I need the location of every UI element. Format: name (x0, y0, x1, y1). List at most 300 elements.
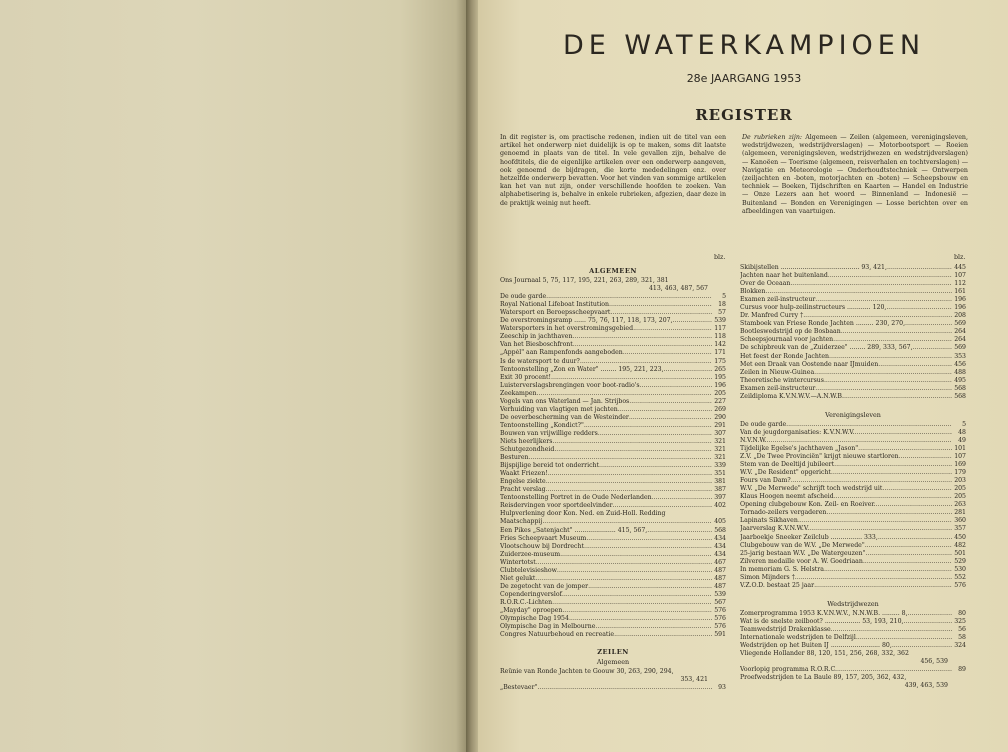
entry-title: Reisdervingen voor sportdeelvinder (500, 502, 613, 510)
leader-dots (824, 566, 952, 574)
entry-page-numbers: 57 (718, 309, 726, 317)
index-entry (500, 358, 726, 366)
leader-dots (542, 518, 712, 526)
index-entry (500, 535, 726, 543)
entry-title: Zeeschip in jachthaven (500, 333, 573, 341)
entry-page-numbers: 467 (714, 558, 726, 566)
entry-title: Olympische Dag 1954 (500, 615, 569, 623)
leader-dots (546, 486, 712, 494)
index-entry (500, 684, 726, 692)
entry-page-numbers: 5 (962, 420, 966, 428)
entry-page-numbers: 196 (954, 304, 966, 312)
entry-title: Waakt Friezen! (500, 470, 548, 478)
entry-page-numbers: 539 (714, 317, 726, 325)
leader-dots (535, 575, 712, 583)
entry-title: Fries Scheepvaart Museum (500, 534, 587, 542)
leader-dots (831, 469, 952, 477)
leader-dots (856, 634, 952, 642)
entry-page-numbers: 576 (714, 615, 726, 623)
entry-title: Wat is de snelste zeilboot? .................. 53, 193, 210, (740, 617, 904, 625)
index-entry (740, 272, 966, 280)
entry-title: Congres Natuurbehoud en recreatie (500, 631, 615, 639)
index-entry (740, 626, 966, 634)
entry-title: Van het Biesboschfront (500, 341, 573, 349)
index-entry (740, 437, 966, 445)
entry-title: „Mayday" oproepen (500, 606, 563, 614)
index-entry (500, 567, 726, 575)
leader-dots (795, 574, 952, 582)
leader-dots (786, 421, 952, 429)
index-entry (740, 288, 966, 296)
leader-dots (618, 406, 712, 414)
index-entry (740, 320, 966, 328)
entry-title: Olympische Dag in Melbourne (500, 623, 596, 631)
index-entry (740, 280, 966, 288)
index-entry (740, 453, 966, 461)
entry-page-numbers: 107 (954, 272, 966, 280)
leader-dots (904, 618, 952, 626)
entry-page-numbers: 445 (954, 264, 966, 271)
leader-dots (569, 615, 712, 623)
index-entry (740, 429, 966, 437)
index-entry (500, 317, 726, 325)
entry-page-numbers: 205 (954, 493, 966, 501)
entry-title: De schipbreuk van de „Zuiderzee" ........ 289, 333, 567, (740, 344, 913, 352)
index-entry (500, 430, 726, 438)
leader-dots (876, 501, 952, 509)
index-entry (740, 558, 966, 566)
entry-page-numbers: 195 (714, 373, 726, 381)
index-entry (740, 445, 966, 453)
leader-dots (623, 349, 712, 357)
entry-page-numbers: 591 (714, 631, 726, 639)
entry-title: W.V. „De Merwede" schrijft toch wedstrijd uit (740, 485, 883, 493)
index-entry (500, 446, 726, 454)
index-entry (500, 382, 726, 390)
entry-page-numbers: 501 (954, 549, 966, 557)
index-entry (500, 470, 726, 478)
entry-title: Exit 30 procent! (500, 373, 552, 381)
leader-dots (803, 312, 952, 320)
entry-title: Watersport en Beroepsscheepvaart (500, 309, 611, 317)
entry-title: De oeverbescherming van de Westeinder (500, 413, 629, 421)
right-index-column (740, 264, 966, 690)
entry-page-numbers: 530 (954, 565, 966, 573)
leader-dots (640, 382, 712, 390)
leader-dots (537, 390, 712, 398)
leader-dots (580, 358, 712, 366)
entry-title: Teamwedstrijd Drakenklasse (740, 625, 831, 633)
entry-title: Besturen (500, 454, 529, 462)
leader-dots (610, 309, 712, 317)
index-entry (740, 353, 966, 361)
index-entry (500, 366, 726, 374)
leader-dots (586, 535, 712, 543)
index-entry (500, 510, 726, 518)
entry-page-numbers: 434 (714, 550, 726, 558)
entry-title: Jachten naar het buitenland (740, 272, 828, 280)
entry-title: Vogels van ons Waterland — Jan. Strijbos (500, 397, 630, 405)
leader-dots (537, 684, 712, 692)
entry-page-numbers: 488 (954, 368, 966, 376)
index-entry (740, 509, 966, 517)
leader-dots (908, 610, 952, 618)
leader-dots (878, 534, 952, 542)
entry-title: Internationale wedstrijden te Delfzijl (740, 634, 856, 642)
index-entry (740, 344, 966, 352)
index-entry (740, 618, 966, 626)
index-entry (500, 575, 726, 583)
entry-title: Klaus Hoogen neemt afscheid (740, 493, 834, 501)
entry-title: Jaarboekje Sneeker Zeilclub ................ 333, (740, 533, 878, 541)
leader-dots (855, 429, 952, 437)
index-entry (740, 328, 966, 336)
entry-page-numbers: 93 (718, 684, 726, 692)
leader-dots (790, 280, 952, 288)
index-entry (740, 393, 966, 401)
entry-title: Watersporters in het overstromingsgebied (500, 325, 634, 333)
leader-dots (562, 591, 712, 599)
entry-title: V.Z.O.D. bestaat 25 jaar (740, 581, 815, 589)
entry-page-numbers: 381 (714, 478, 726, 486)
leader-dots (892, 642, 952, 650)
index-entry (500, 333, 726, 341)
page-label-right: blz. (954, 254, 966, 261)
leader-dots (595, 623, 712, 631)
entry-page-numbers (906, 674, 920, 682)
entry-page-numbers: 227 (714, 397, 726, 405)
index-entry (740, 264, 966, 272)
index-entry (500, 325, 726, 333)
index-entry (500, 422, 726, 430)
entry-title: In memoriam G. S. Helstra (740, 565, 824, 573)
entry-title: Stem van de Deeltijd jubileert (740, 461, 835, 469)
entry-page-numbers: 263 (954, 501, 966, 509)
entry-page-numbers: 357 (954, 525, 966, 533)
leader-dots (629, 398, 712, 406)
entry-page-numbers: 175 (714, 357, 726, 365)
entry-page-numbers: 487 (714, 582, 726, 590)
index-entry (500, 518, 726, 526)
index-entry (500, 502, 726, 510)
page-label-left: blz. (714, 254, 726, 261)
entry-title: Hulpverlening door Kon. Ned. en Zuid-Holl. Redding (500, 510, 666, 518)
entry-title: De oude garde (740, 420, 787, 428)
entry-title: Luisterverslagsbrengingen voor boot-radio's (500, 381, 640, 389)
entry-title: De oude garde (500, 293, 547, 301)
index-entry (740, 485, 966, 493)
left-blank-page (0, 0, 470, 752)
entry-title: De overstromingsramp ...... 75, 76, 117, 118, 173, 207, (500, 317, 673, 325)
entry-title: Een Pikes „Satenjacht" ..................... 415, 567, (500, 526, 648, 534)
entry-list (500, 668, 726, 692)
index-entry (500, 527, 726, 535)
index-entry (500, 543, 726, 551)
entry-page-numbers: 321 (714, 454, 726, 462)
subsection-heading: Verenigingsleven (825, 410, 881, 419)
entry-title: Blokken (740, 288, 766, 296)
entry-title: Tentoonstelling „Zon en Water" ........ 195, 221, 223, (500, 365, 664, 373)
index-entry (500, 486, 726, 494)
index-entry (500, 668, 726, 676)
entry-continuation: 439, 463, 539 (904, 682, 948, 690)
index-entry (500, 414, 726, 422)
leader-dots (548, 470, 712, 478)
leader-dots (573, 341, 712, 349)
entry-page-numbers (665, 510, 679, 518)
entry-page-numbers: 360 (954, 517, 966, 525)
entry-title: Tijdelijke Egelse's jachthaven „Jason" (740, 444, 859, 452)
leader-dots (815, 385, 952, 393)
index-entry (740, 493, 966, 501)
section-heading: ALGEMEEN (589, 267, 637, 275)
entry-title: Fours van Dam? (740, 477, 791, 485)
entry-page-numbers: 569 (954, 344, 966, 352)
entry-title: Bijspijlige bereid tot onderricht (500, 462, 600, 470)
entry-title: „Appèl" aan Rampenfonds aangeboden (500, 349, 623, 357)
entry-continuation: 353, 421 (680, 676, 708, 684)
index-entry (740, 517, 966, 525)
entry-title: Reünie van Ronde Jachten te Goouw 30, 263, 290, 294, (500, 668, 674, 676)
leader-dots (809, 525, 952, 533)
entry-continuation: 413, 463, 487, 567 (648, 285, 708, 293)
entry-title: Tornado-zeilers vergaderen (740, 509, 827, 517)
entry-title: Niets heerlijkers (500, 437, 553, 445)
leader-dots (584, 543, 712, 551)
leader-dots (598, 430, 712, 438)
entry-title: Zeildiploma K.V.N.W.V.—A.N.W.B. (740, 392, 844, 400)
entry-page-numbers: 49 (958, 436, 966, 444)
index-entry (500, 301, 726, 309)
leader-dots (831, 626, 952, 634)
leader-dots (844, 393, 952, 401)
entry-page-numbers: 405 (714, 518, 726, 526)
index-entry (740, 385, 966, 393)
leader-dots (899, 453, 952, 461)
index-entry (500, 591, 726, 599)
leader-dots (652, 494, 712, 502)
entry-title: „Bestevaer" (500, 684, 538, 692)
entry-title: Vliegende Hollander 88, 120, 151, 256, 268, 332, 362 (740, 650, 909, 658)
leader-dots (765, 288, 952, 296)
entry-page-numbers: 568 (954, 384, 966, 392)
entry-title: Engelse ziekte (500, 478, 546, 486)
leader-dots (814, 582, 952, 590)
index-entry (740, 550, 966, 558)
intro-right-lead: De rubrieken zijn: (742, 134, 803, 141)
entry-title: Bootleswedstrijd op de Bosbaan (740, 328, 841, 336)
entry-title: R.O.R.C.-Lichten (500, 598, 553, 606)
leader-dots (863, 558, 952, 566)
entry-title: Tentoonstelling „Kondict?" (500, 421, 584, 429)
index-entry (740, 582, 966, 590)
index-entry (500, 478, 726, 486)
section-heading: ZEILEN (597, 648, 629, 657)
leader-dots (767, 437, 952, 445)
entry-page-numbers: 161 (954, 288, 966, 296)
leader-dots (613, 502, 712, 510)
index-entry (500, 631, 726, 639)
entry-page-numbers: 112 (954, 280, 966, 288)
entry-title: Het feest der Ronde Jachten (740, 352, 830, 360)
leader-dots (815, 296, 952, 304)
entry-page-numbers: 482 (954, 541, 966, 549)
entry-page-numbers: 142 (714, 341, 726, 349)
entry-title: Z.V. „De Twee Provinciën" krijgt nieuwe startloren (740, 453, 899, 461)
leader-dots (913, 344, 952, 352)
entry-continuation: 456, 539 (920, 658, 948, 666)
leader-dots (647, 527, 712, 535)
leader-dots (562, 607, 712, 615)
entry-title: Opening clubgebouw Kon. Zeil- en Roeiver. (740, 501, 876, 509)
entry-page-numbers: 456 (954, 360, 966, 368)
entry-page-numbers: 208 (954, 312, 966, 320)
index-entry (500, 462, 726, 470)
entry-title: Wintertotst (500, 558, 536, 566)
entry-page-numbers: 397 (714, 494, 726, 502)
entry-page-numbers: 48 (958, 428, 966, 436)
entry-page-numbers: 269 (714, 405, 726, 413)
leader-dots (829, 353, 952, 361)
leader-dots (834, 461, 952, 469)
index-entry (740, 304, 966, 312)
index-entry (500, 599, 726, 607)
entry-page-numbers (669, 277, 683, 285)
leader-dots (664, 366, 712, 374)
entry-page-numbers: 117 (714, 325, 726, 333)
entry-list (740, 264, 966, 401)
entry-page-numbers: 118 (714, 333, 726, 341)
entry-page-numbers: 80 (958, 609, 966, 617)
entry-title: Ons Journaal 5, 75, 117, 195, 221, 263, 289, 321, 381 (500, 277, 669, 285)
index-entry (740, 312, 966, 320)
index-entry (500, 398, 726, 406)
leader-dots (536, 559, 712, 567)
entry-page-numbers: 196 (954, 296, 966, 304)
index-entry (740, 369, 966, 377)
index-entry (500, 406, 726, 414)
index-entry (740, 421, 966, 429)
leader-dots (546, 478, 712, 486)
leader-dots (824, 377, 952, 385)
index-entry (740, 469, 966, 477)
entry-title: Skibijstellen ........................................ 93, 421, (740, 264, 887, 271)
leader-dots (865, 550, 952, 558)
index-entry (740, 566, 966, 574)
entry-page-numbers: 265 (714, 365, 726, 373)
index-entry (740, 642, 966, 650)
entry-title: Copenderingverslof (500, 590, 562, 598)
entry-title: Pracht verslag (500, 486, 546, 494)
leader-dots (554, 446, 712, 454)
entry-page-numbers: 58 (958, 634, 966, 642)
entry-page-numbers: 568 (714, 526, 726, 534)
subsection-heading: Wedstrijdwezen (827, 599, 879, 608)
leader-dots (609, 301, 712, 309)
entry-page-numbers: 529 (954, 557, 966, 565)
leader-dots (858, 445, 952, 453)
entry-page-numbers: 434 (714, 534, 726, 542)
entry-page-numbers: 576 (714, 623, 726, 631)
leader-dots (828, 272, 952, 280)
index-entry (740, 534, 966, 542)
entry-title: Zomerprogramma 1953 K.V.N.W.V., N.N.W.B. ......... 8, (740, 609, 908, 617)
entry-page-numbers: 434 (714, 542, 726, 550)
leader-dots (588, 583, 712, 591)
leader-dots (887, 264, 952, 272)
volume-year: 28e JAARGANG 1953 (686, 72, 802, 85)
entry-title: W.V. „De Resident" opgericht (740, 469, 831, 477)
magazine-title: DE WATERKAMPIOEN (562, 30, 926, 61)
entry-page-numbers: 402 (714, 502, 726, 510)
entry-title: Examen zeil-instructeur (740, 384, 816, 392)
entry-page-numbers: 321 (714, 437, 726, 445)
leader-dots (791, 477, 952, 485)
index-entry (500, 374, 726, 382)
leader-dots (834, 493, 952, 501)
entry-title: Cursus voor hulp-zeilinstructeurs ............ 120, (740, 304, 887, 312)
leader-dots (633, 325, 712, 333)
entry-page-numbers: 325 (954, 617, 966, 625)
entry-title: N.V.N.W. (740, 436, 767, 444)
entry-page-numbers: 203 (954, 477, 966, 485)
entry-title: Lapinats Sikhaven (740, 517, 798, 525)
leader-dots (560, 551, 712, 559)
index-entry (740, 650, 966, 658)
entry-title: Zuiderzee-museum (500, 550, 561, 558)
entry-page-numbers: 450 (954, 533, 966, 541)
index-entry (500, 349, 726, 357)
entry-title: Stamboek van Friese Ronde Jachten ......... 230, 270, (740, 320, 906, 328)
entry-title: 25-jarig bestaan W.V. „De Watergeuzen" (740, 549, 866, 557)
index-entry (500, 341, 726, 349)
index-entry (500, 309, 726, 317)
entry-page-numbers: 569 (954, 320, 966, 328)
entry-title: Over de Oceaan (740, 280, 791, 288)
entry-title: Tentoonstelling Portret in de Oude Nederlanden (500, 494, 652, 502)
leader-dots (673, 317, 712, 325)
entry-page-numbers: 169 (954, 461, 966, 469)
entry-title: De zegetocht van de jomper (500, 582, 589, 590)
entry-page-numbers: 18 (718, 301, 726, 309)
entry-title: Royal National Lifeboat Institution (500, 301, 610, 309)
entry-page-numbers: 196 (714, 381, 726, 389)
register-heading: REGISTER (695, 106, 793, 124)
intro-right-paragraph (742, 134, 968, 216)
leader-dots (614, 631, 712, 639)
leader-dots (865, 542, 952, 550)
index-entry (740, 336, 966, 344)
entry-title: Is de watersport te duur? (500, 357, 580, 365)
leader-dots (557, 567, 712, 575)
left-index-column (500, 266, 726, 692)
index-entry (740, 501, 966, 509)
entry-title: Clubtelevisieshow (500, 566, 557, 574)
entry-page-numbers: 552 (954, 573, 966, 581)
entry-page-numbers: 205 (954, 485, 966, 493)
leader-dots (882, 485, 952, 493)
leader-dots (551, 374, 712, 382)
entry-title: Zeekampen (500, 389, 537, 397)
leader-dots (833, 336, 952, 344)
index-entry (740, 477, 966, 485)
entry-title: Wedstrijden op het Buiten IJ ......................... 80, (740, 642, 892, 650)
entry-title: Scheepsjournaal voor jachten (740, 336, 834, 344)
entry-title: Zeilen in Nieuw-Guinea (740, 368, 815, 376)
entry-page-numbers: 353 (954, 352, 966, 360)
index-entry (500, 390, 726, 398)
entry-page-numbers: 107 (954, 453, 966, 461)
